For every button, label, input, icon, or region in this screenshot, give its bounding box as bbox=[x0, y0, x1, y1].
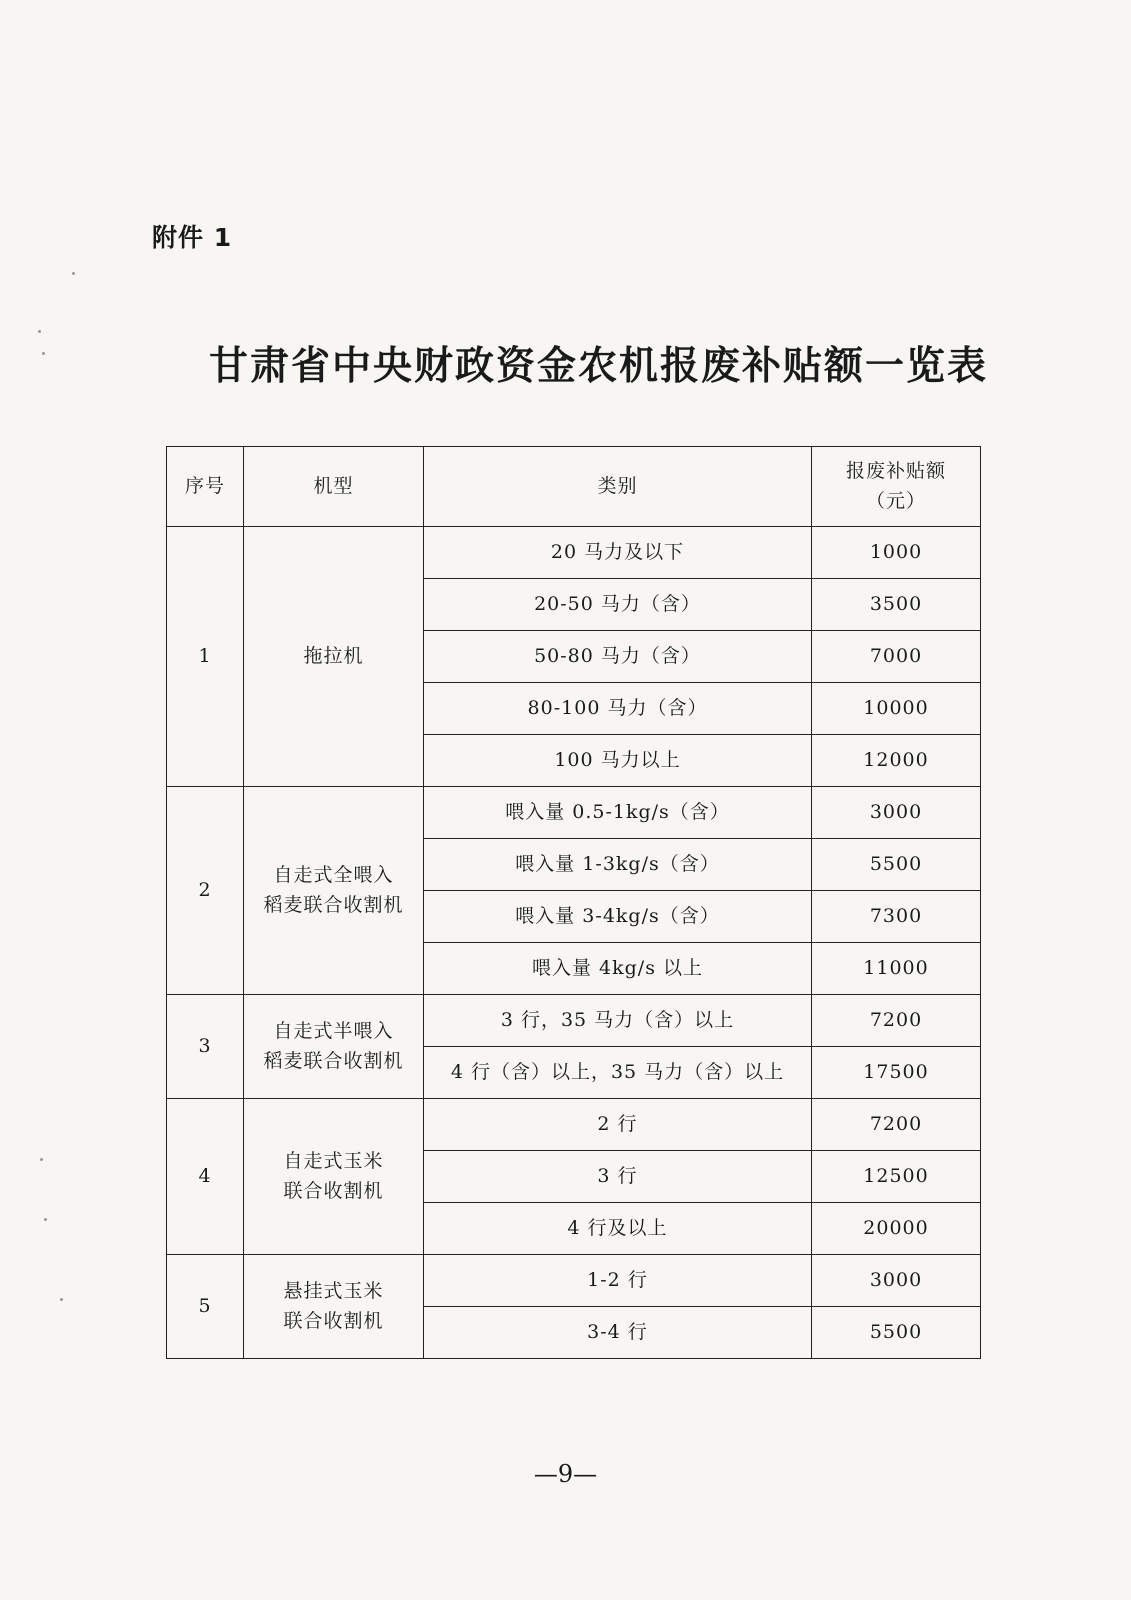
cell-category: 1-2 行 bbox=[424, 1255, 812, 1307]
cell-category: 喂入量 3-4kg/s（含） bbox=[424, 891, 812, 943]
cell-category: 喂入量 1-3kg/s（含） bbox=[424, 839, 812, 891]
cell-no: 5 bbox=[167, 1255, 244, 1359]
cell-no: 4 bbox=[167, 1099, 244, 1255]
table-row bbox=[167, 527, 981, 579]
cell-machine-type bbox=[244, 995, 424, 1099]
machine-type-line: 自走式玉米 bbox=[283, 1150, 384, 1173]
cell-amount: 7300 bbox=[812, 891, 981, 943]
cell-amount: 7000 bbox=[812, 631, 981, 683]
cell-machine-type bbox=[244, 1255, 424, 1359]
cell-category: 3 行 bbox=[424, 1151, 812, 1203]
table-body bbox=[167, 527, 981, 1359]
cell-category: 喂入量 4kg/s 以上 bbox=[424, 943, 812, 995]
attachment-label: 附件 1 bbox=[152, 223, 233, 252]
table-row bbox=[167, 1099, 981, 1151]
cell-amount: 11000 bbox=[812, 943, 981, 995]
cell-amount: 20000 bbox=[812, 1203, 981, 1255]
header-type: 机型 bbox=[244, 447, 424, 527]
table-row bbox=[167, 1255, 981, 1307]
cell-amount: 10000 bbox=[812, 683, 981, 735]
scan-speck bbox=[38, 330, 41, 333]
scan-speck bbox=[40, 1158, 43, 1161]
cell-amount: 12500 bbox=[812, 1151, 981, 1203]
machine-type-line: 稻麦联合收割机 bbox=[263, 893, 404, 916]
header-amount bbox=[812, 447, 981, 527]
cell-category: 3 行，35 马力（含）以上 bbox=[424, 995, 812, 1047]
machine-type-line: 自走式半喂入 bbox=[273, 1020, 394, 1043]
scan-speck bbox=[44, 1218, 47, 1221]
table-row bbox=[167, 995, 981, 1047]
cell-amount: 1000 bbox=[812, 527, 981, 579]
cell-amount: 3500 bbox=[812, 579, 981, 631]
cell-machine-type bbox=[244, 527, 424, 787]
header-amount-line1: 报废补贴额 bbox=[845, 460, 946, 483]
cell-amount: 5500 bbox=[812, 1307, 981, 1359]
cell-amount: 7200 bbox=[812, 995, 981, 1047]
cell-category: 3-4 行 bbox=[424, 1307, 812, 1359]
cell-category: 50-80 马力（含） bbox=[424, 631, 812, 683]
machine-type-line: 拖拉机 bbox=[303, 644, 364, 667]
scan-speck bbox=[72, 272, 75, 275]
cell-amount: 3000 bbox=[812, 787, 981, 839]
cell-amount: 7200 bbox=[812, 1099, 981, 1151]
subsidy-table bbox=[166, 446, 981, 1359]
cell-category: 2 行 bbox=[424, 1099, 812, 1151]
header-amount-line2: （元） bbox=[865, 489, 926, 512]
cell-amount: 5500 bbox=[812, 839, 981, 891]
cell-no: 1 bbox=[167, 527, 244, 787]
machine-type-line: 联合收割机 bbox=[283, 1179, 384, 1202]
cell-category: 20-50 马力（含） bbox=[424, 579, 812, 631]
cell-amount: 12000 bbox=[812, 735, 981, 787]
machine-type-line: 稻麦联合收割机 bbox=[263, 1049, 404, 1072]
cell-amount: 17500 bbox=[812, 1047, 981, 1099]
cell-category: 4 行及以上 bbox=[424, 1203, 812, 1255]
cell-category: 20 马力及以下 bbox=[424, 527, 812, 579]
cell-machine-type bbox=[244, 787, 424, 995]
cell-category: 4 行（含）以上，35 马力（含）以上 bbox=[424, 1047, 812, 1099]
header-no: 序号 bbox=[167, 447, 244, 527]
cell-machine-type bbox=[244, 1099, 424, 1255]
table-header-row bbox=[167, 447, 981, 527]
cell-no: 2 bbox=[167, 787, 244, 995]
header-category: 类别 bbox=[424, 447, 812, 527]
cell-category: 80-100 马力（含） bbox=[424, 683, 812, 735]
machine-type-line: 悬挂式玉米 bbox=[283, 1280, 384, 1303]
cell-amount: 3000 bbox=[812, 1255, 981, 1307]
table-row bbox=[167, 787, 981, 839]
scan-speck bbox=[60, 1298, 63, 1301]
machine-type-line: 自走式全喂入 bbox=[273, 864, 394, 887]
document-title: 甘肃省中央财政资金农机报废补贴额一览表 bbox=[208, 344, 988, 389]
machine-type-line: 联合收割机 bbox=[283, 1309, 384, 1332]
page-number: —9— bbox=[533, 1460, 598, 1488]
cell-category: 喂入量 0.5-1kg/s（含） bbox=[424, 787, 812, 839]
cell-category: 100 马力以上 bbox=[424, 735, 812, 787]
cell-no: 3 bbox=[167, 995, 244, 1099]
